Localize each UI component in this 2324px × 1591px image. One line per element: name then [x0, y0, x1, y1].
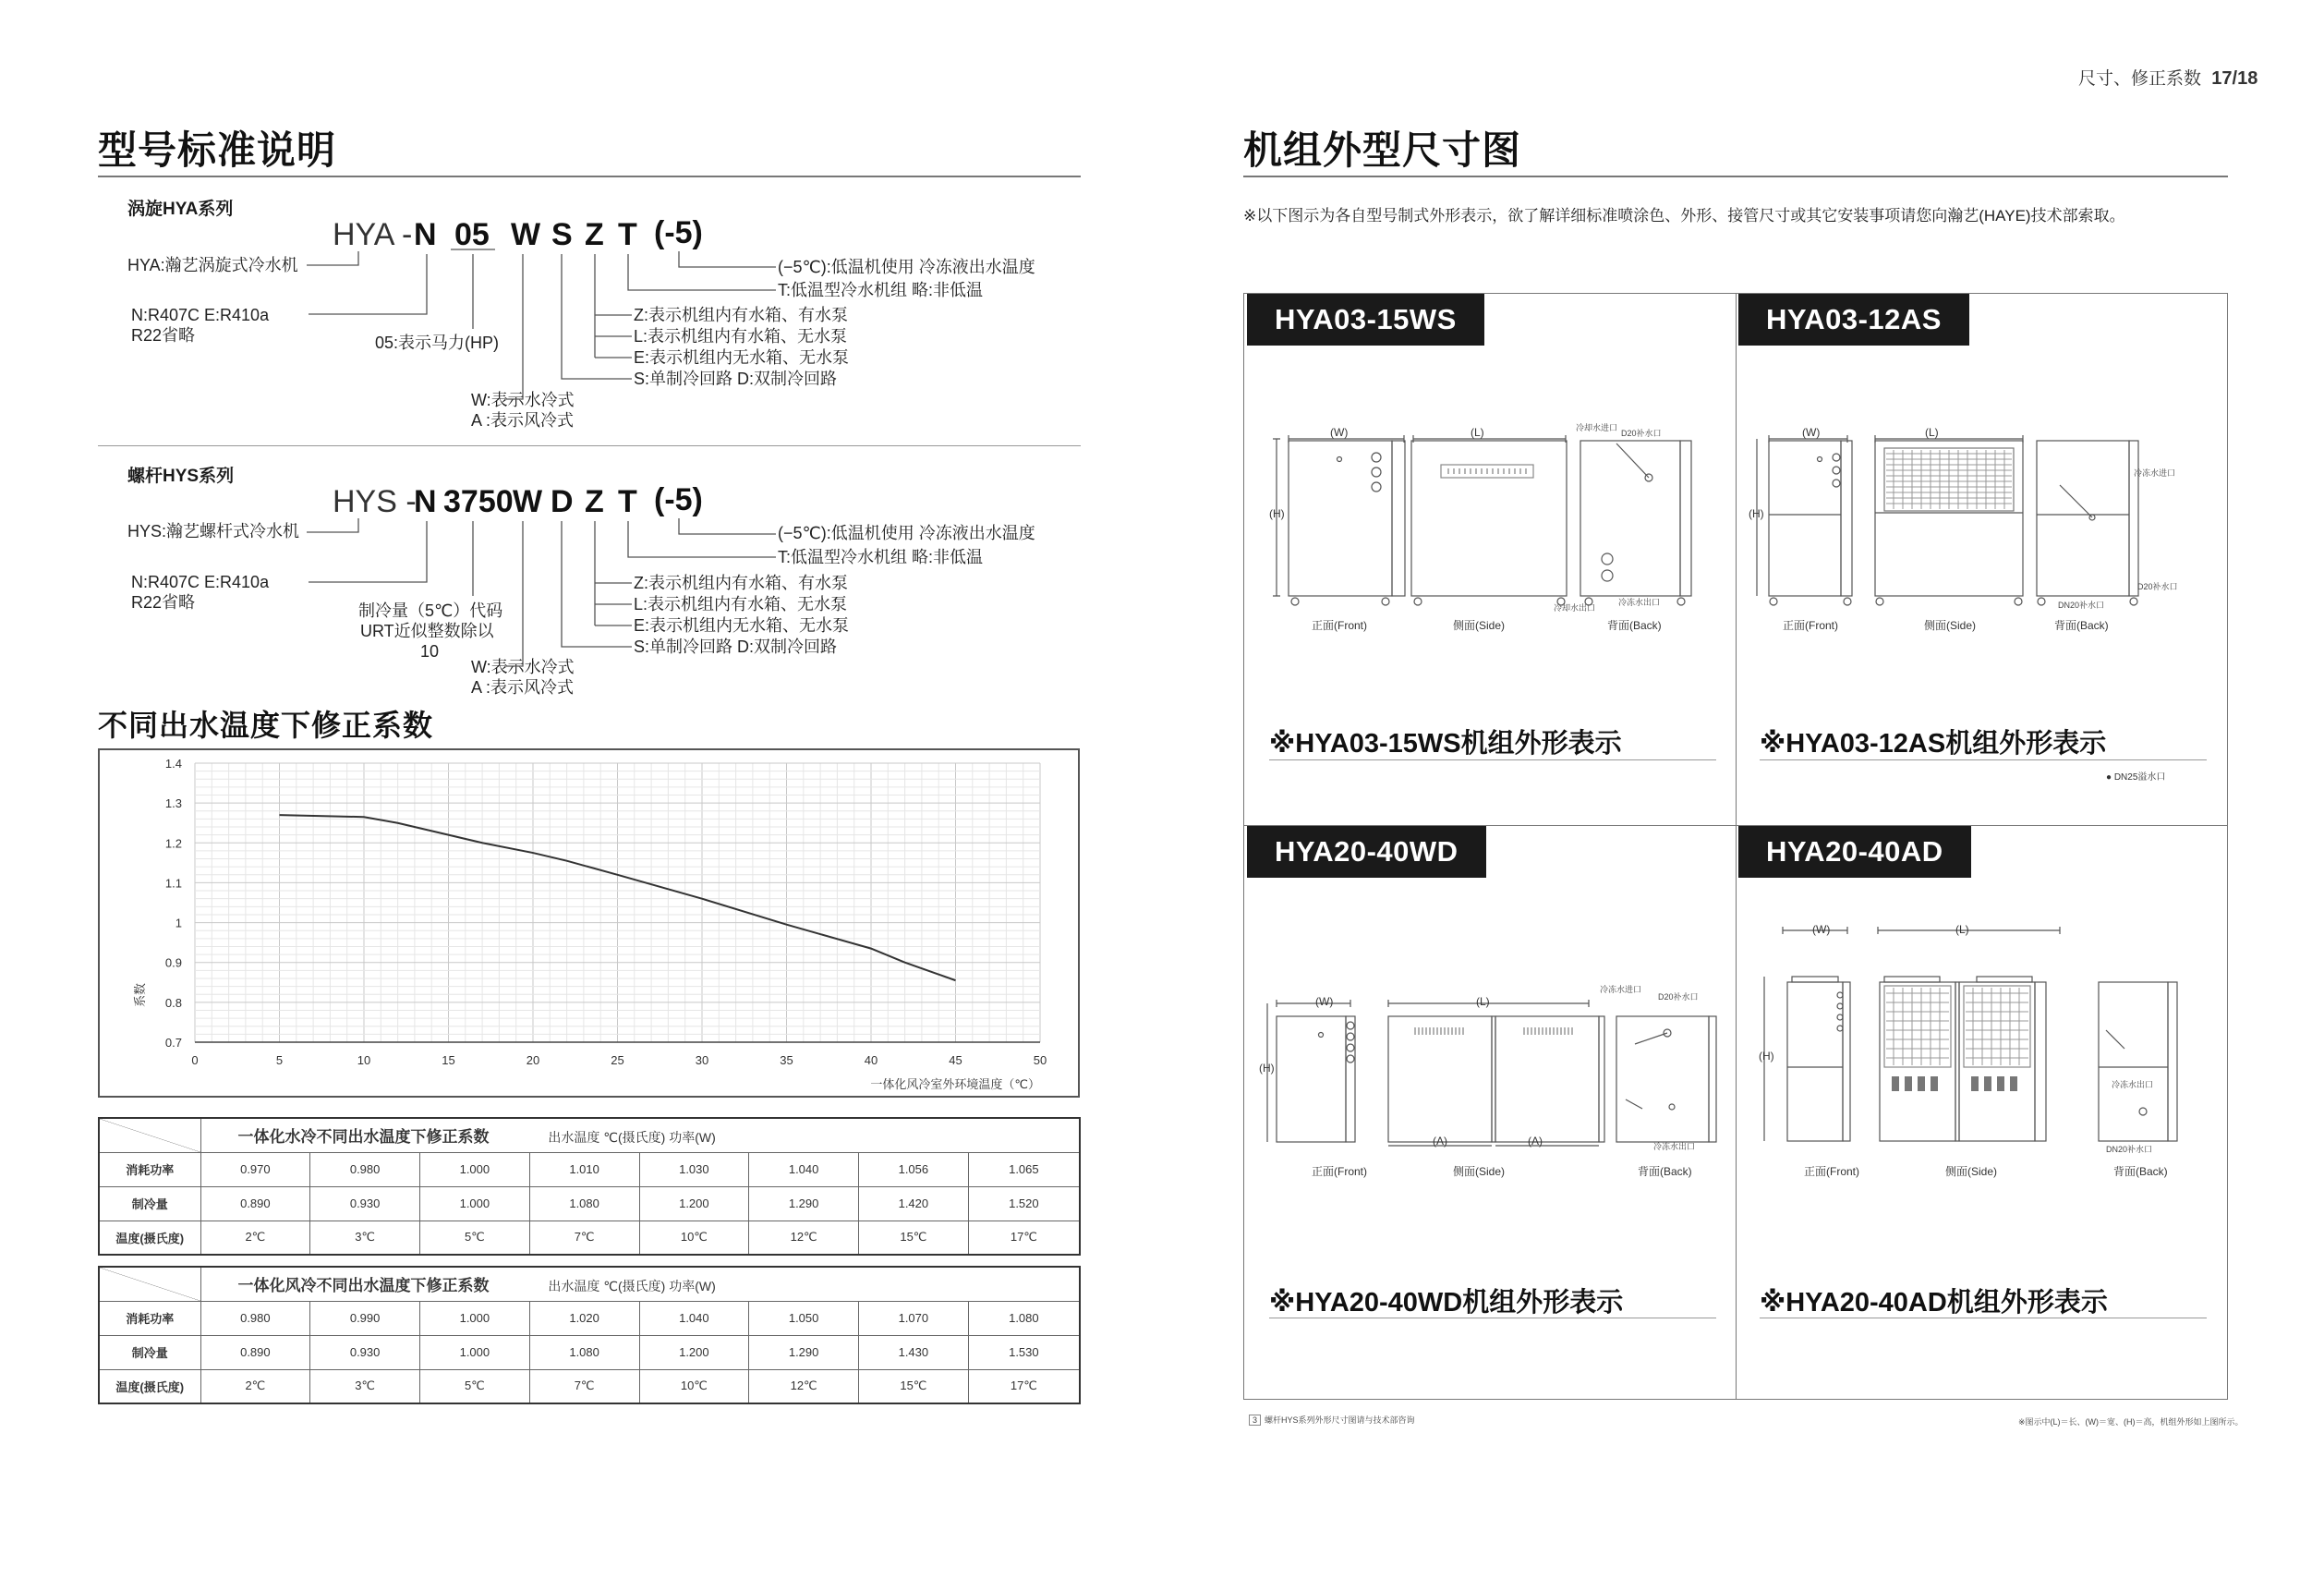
port-label: D20补水口 [1621, 429, 1662, 438]
dim-w-label: (W) [1330, 426, 1349, 439]
hya-cool-label-2: A :表示风冷式 [471, 411, 575, 430]
x-tick-label: 20 [526, 1053, 540, 1067]
x-tick-label: 30 [695, 1053, 709, 1067]
hys-code-d: D [551, 484, 574, 519]
table-cell: 1.065 [968, 1152, 1080, 1186]
dimension-note: ※以下图示为各自型号制式外形表示，欲了解详细标准喷涂色、外形、接管尺寸或其它安装事项请您向瀚艺(HAYE)技术部索取。 [1243, 207, 2125, 225]
table-cell: 1.020 [529, 1301, 639, 1335]
port-label: 冷冻水出口 [1618, 598, 1661, 607]
table-row-header: 消耗功率 [99, 1152, 200, 1186]
x-tick-label: 0 [191, 1053, 199, 1067]
table-cell: 1.030 [639, 1152, 749, 1186]
view-front-label: 正面(Front) [1312, 1165, 1368, 1178]
table-cell: 0.930 [310, 1335, 420, 1369]
y-tick-label: 1.1 [164, 876, 182, 891]
hya-hp-label: 05:表示马力(HP) [375, 334, 500, 352]
table-row [99, 1335, 1080, 1369]
view-front-label: 正面(Front) [1804, 1165, 1860, 1178]
hys-cap-label-3: 10 [420, 642, 440, 661]
table-cell: 12℃ [749, 1221, 859, 1255]
hya-code-z: Z [585, 217, 604, 252]
hys-cool-label-1: W:表示水冷式 [471, 658, 575, 676]
hys-code-cap: 3750 [443, 484, 514, 519]
table-cell: 1.070 [859, 1301, 969, 1335]
table-cell: 1.290 [749, 1335, 859, 1369]
hys-z-label-3: E:表示机组内无水箱、无水泵 [634, 616, 850, 635]
hys-minus5-label: (−5℃):低温机使用 冷冻液出水温度 [778, 524, 1035, 542]
drawing-hya03-15ws [1265, 420, 1718, 642]
hys-s-label: S:单制冷回路 D:双制冷回路 [634, 638, 838, 656]
dim-l-label: (L) [1955, 923, 1969, 936]
footnote-left [1249, 1414, 1415, 1426]
view-side-label: 侧面(Side) [1453, 619, 1506, 632]
view-back-label: 背面(Back) [1607, 619, 1662, 632]
table-row [99, 1369, 1080, 1403]
hya-z-label-3: E:表示机组内无水箱、无水泵 [634, 348, 850, 367]
x-tick-label: 45 [949, 1053, 962, 1067]
table-caption [200, 1118, 1080, 1152]
dim-h-label: (H) [1259, 1062, 1275, 1075]
x-tick-label: 5 [275, 1053, 284, 1067]
table-cell: 0.890 [200, 1335, 310, 1369]
drawing-hya20-40wd [1265, 989, 1718, 1173]
air-cooled-table [98, 1266, 1081, 1404]
dim-w-label: (W) [1802, 426, 1821, 439]
hya-z-label-1: Z:表示机组内有水箱、有水泵 [634, 306, 848, 324]
hys-cool-label-2: A :表示风冷式 [471, 678, 575, 697]
y-tick-label: 0.9 [164, 955, 182, 970]
table-row [99, 1152, 1080, 1186]
table-cell: 5℃ [420, 1221, 530, 1255]
hya-s-label: S:单制冷回路 D:双制冷回路 [634, 370, 838, 388]
table-row-header: 制冷量 [99, 1335, 200, 1369]
dim-l-label: (L) [1476, 995, 1490, 1008]
hya-refrig-label-2: R22省略 [131, 326, 196, 345]
dim-h-label: (H) [1269, 507, 1285, 520]
hya-t-label: T:低温型冷水机组 略:非低温 [778, 281, 984, 299]
dimension-title: 机组外型尺寸图 [1243, 128, 1522, 172]
hya-refrig-label-1: N:R407C E:R410a [131, 306, 270, 324]
y-tick-label: 1.4 [164, 757, 182, 771]
panel-caption-hya20-40wd: ※HYA20-40WD机组外形表示 [1269, 1288, 1624, 1318]
view-front-label: 正面(Front) [1783, 619, 1839, 632]
panel-tab-hya03-15ws: HYA03-15WS [1247, 294, 1484, 346]
dim-l-label: (L) [1925, 426, 1939, 439]
hys-leader-lines [0, 0, 1108, 702]
chart-section-title: 不同出水温度下修正系数 [98, 709, 434, 742]
water-cooled-table [98, 1117, 1081, 1256]
table-corner [99, 1118, 200, 1152]
page-number: 17/18 [2211, 68, 2258, 89]
correction-chart [98, 748, 1080, 1098]
panel-tab-hya03-12as: HYA03-12AS [1738, 294, 1969, 346]
view-back-label: 背面(Back) [1638, 1165, 1692, 1178]
table-caption-text: 一体化风冷不同出水温度下修正系数 [237, 1277, 490, 1295]
hya-code-t: T [618, 217, 637, 252]
panel-tab-hya20-40ad: HYA20-40AD [1738, 826, 1971, 878]
x-tick-label: 15 [442, 1053, 455, 1067]
dim-w-label: (W) [1812, 923, 1831, 936]
table-row-header: 制冷量 [99, 1186, 200, 1221]
table-cell: 1.430 [859, 1335, 969, 1369]
table-row-header: 温度(摄氏度) [99, 1221, 200, 1255]
table-row [99, 1186, 1080, 1221]
table-cell: 1.200 [639, 1186, 749, 1221]
table-cell: 1.050 [749, 1301, 859, 1335]
table-cell: 2℃ [200, 1221, 310, 1255]
view-side-label: 侧面(Side) [1924, 619, 1977, 632]
hys-cap-label-2: URT近似整数除以 [360, 622, 494, 640]
table-cell: 1.000 [420, 1186, 530, 1221]
port-label: 冷冻水进口 [1600, 985, 1642, 994]
hya-brand-label: HYA:瀚艺涡旋式冷水机 [127, 256, 298, 274]
hya-cool-label-1: W:表示水冷式 [471, 391, 575, 409]
hys-code-t: T [618, 484, 637, 519]
table-cell: 1.080 [968, 1301, 1080, 1335]
table-row-header: 温度(摄氏度) [99, 1369, 200, 1403]
table-caption [200, 1267, 1080, 1301]
port-label: 冷却水出口 [1554, 603, 1596, 613]
x-tick-label: 40 [864, 1053, 878, 1067]
panel-caption-hya20-40ad: ※HYA20-40AD机组外形表示 [1760, 1288, 2108, 1318]
table-cell: 1.010 [529, 1152, 639, 1186]
hya-code-minus5: (-5) [654, 215, 703, 250]
table-cell: 3℃ [310, 1221, 420, 1255]
dim-h-label: (H) [1749, 507, 1764, 520]
table-cell: 1.290 [749, 1186, 859, 1221]
title-rule-right [1243, 176, 2228, 177]
hya-series-title: 涡旋HYA系列 [127, 200, 234, 219]
x-axis-label: 一体化风冷室外环境温度（℃） [870, 1078, 1040, 1092]
table-cell: 7℃ [529, 1369, 639, 1403]
y-tick-label: 1 [175, 916, 182, 930]
panel-tab-hya20-40wd: HYA20-40WD [1247, 826, 1486, 878]
table-subcaption: 出水温度 ℃(摄氏度) 功率(W) [548, 1130, 716, 1146]
table-cell: 0.990 [310, 1301, 420, 1335]
table-cell: 1.200 [639, 1335, 749, 1369]
table-cell: 1.520 [968, 1186, 1080, 1221]
hys-series-title: 螺杆HYS系列 [127, 467, 235, 486]
view-front-label: 正面(Front) [1312, 619, 1368, 632]
hys-code-w: W [513, 484, 543, 519]
view-side-label: 侧面(Side) [1453, 1165, 1506, 1178]
hya-code-hp: 05 [454, 217, 490, 252]
table-caption-row [99, 1118, 1080, 1152]
table-caption-text: 一体化水冷不同出水温度下修正系数 [237, 1128, 490, 1147]
table-cell: 1.000 [420, 1301, 530, 1335]
hya-code-s: S [551, 217, 573, 252]
table-cell: 0.970 [200, 1152, 310, 1186]
y-tick-label: 0.7 [164, 1036, 182, 1050]
table-cell: 15℃ [859, 1369, 969, 1403]
page-header [2078, 65, 2257, 90]
table-subcaption: 出水温度 ℃(摄氏度) 功率(W) [548, 1279, 716, 1294]
x-tick-label: 25 [611, 1053, 624, 1067]
port-label: DN20补水口 [2106, 1145, 2153, 1154]
x-tick-label: 10 [357, 1053, 371, 1067]
table-cell: 0.980 [200, 1301, 310, 1335]
port-label: DN20补水口 [2058, 601, 2105, 610]
dim-a-label: (A) [1528, 1135, 1543, 1148]
y-tick-label: 0.8 [164, 995, 182, 1010]
footnote-icon: 3 [1249, 1415, 1261, 1426]
table-cell: 1.530 [968, 1335, 1080, 1369]
table-cell: 17℃ [968, 1369, 1080, 1403]
table-cell: 0.930 [310, 1186, 420, 1221]
table-cell: 1.000 [420, 1335, 530, 1369]
hys-cap-label-1: 制冷量（5℃）代码 [358, 601, 503, 620]
table-cell: 12℃ [749, 1369, 859, 1403]
caption-rule [1760, 759, 2207, 760]
dim-h-label: (H) [1759, 1050, 1774, 1063]
table-cell: 0.980 [310, 1152, 420, 1186]
port-label: D20补水口 [1658, 992, 1699, 1002]
table-cell: 15℃ [859, 1221, 969, 1255]
port-label: 冷却水进口 [1576, 423, 1618, 432]
table-caption-row [99, 1267, 1080, 1301]
hys-brand-label: HYS:瀚艺螺杆式冷水机 [127, 522, 300, 540]
table-cell: 1.080 [529, 1186, 639, 1221]
view-back-label: 背面(Back) [2113, 1165, 2168, 1178]
hys-refrig-label-1: N:R407C E:R410a [131, 573, 270, 591]
table-cell: 1.056 [859, 1152, 969, 1186]
table-row [99, 1221, 1080, 1255]
x-tick-label: 35 [780, 1053, 793, 1067]
y-tick-label: 1.3 [164, 796, 182, 811]
y-axis-label: 系数 [134, 982, 148, 1008]
hys-z-label-2: L:表示机组内有水箱、无水泵 [634, 595, 848, 613]
table-cell: 10℃ [639, 1369, 749, 1403]
view-side-label: 侧面(Side) [1945, 1165, 1998, 1178]
table-row [99, 1301, 1080, 1335]
port-label: D20补水口 [2137, 582, 2178, 591]
hys-code-minus5: (-5) [654, 482, 703, 517]
hya-minus5-label: (−5℃):低温机使用 冷冻液出水温度 [778, 258, 1035, 276]
hys-t-label: T:低温型冷水机组 略:非低温 [778, 548, 984, 566]
table-cell: 7℃ [529, 1221, 639, 1255]
table-cell: 10℃ [639, 1221, 749, 1255]
table-cell: 2℃ [200, 1369, 310, 1403]
hya-code-prefix: HYA - [333, 217, 413, 252]
hya-code-w: W [511, 217, 541, 252]
hys-code-prefix: HYS - [333, 484, 417, 519]
panel-caption-hya03-15ws: ※HYA03-15WS机组外形表示 [1269, 729, 1622, 759]
dim-w-label: (W) [1315, 995, 1334, 1008]
table-cell: 5℃ [420, 1369, 530, 1403]
table-row-header: 消耗功率 [99, 1301, 200, 1335]
table-cell: 0.890 [200, 1186, 310, 1221]
drawing-hya03-12as [1755, 420, 2208, 642]
table-corner [99, 1267, 200, 1301]
hya-z-label-2: L:表示机组内有水箱、无水泵 [634, 327, 848, 346]
caption-rule [1269, 759, 1716, 760]
dim-a-label: (A) [1433, 1135, 1447, 1148]
x-tick-label: 50 [1033, 1053, 1047, 1067]
footnote-right: ※图示中(L)＝长、(W)＝宽、(H)＝高，机组外形如上图所示。 [2018, 1417, 2244, 1427]
dim-l-label: (L) [1471, 426, 1484, 439]
dn25-note: ● DN25溢水口 [2106, 772, 2166, 783]
table-cell: 1.080 [529, 1335, 639, 1369]
table-cell: 1.000 [420, 1152, 530, 1186]
table-cell: 3℃ [310, 1369, 420, 1403]
table-cell: 1.040 [639, 1301, 749, 1335]
table-cell: 1.040 [749, 1152, 859, 1186]
port-label: 冷冻水出口 [1653, 1142, 1696, 1151]
port-label: 冷冻水出口 [2112, 1080, 2154, 1089]
hys-code-z: Z [585, 484, 604, 519]
hys-z-label-1: Z:表示机组内有水箱、有水泵 [634, 574, 848, 592]
drawings-vdivider [1736, 293, 1737, 1400]
drawing-hya20-40ad [1755, 919, 2208, 1160]
table-cell: 17℃ [968, 1221, 1080, 1255]
model-description-title: 型号标准说明 [98, 128, 337, 172]
hys-code-n: N [414, 484, 437, 519]
section-label: 尺寸、修正系数 [2078, 69, 2202, 89]
port-label: 冷冻水进口 [2134, 468, 2176, 478]
hys-refrig-label-2: R22省略 [131, 593, 196, 612]
panel-caption-hya03-12as: ※HYA03-12AS机组外形表示 [1760, 729, 2107, 759]
table-cell: 1.420 [859, 1186, 969, 1221]
y-tick-label: 1.2 [164, 836, 182, 851]
view-back-label: 背面(Back) [2054, 619, 2109, 632]
footnote-left-text: 螺杆HYS系列外形尺寸图请与技术部咨询 [1265, 1415, 1415, 1425]
hya-code-n: N [414, 217, 437, 252]
